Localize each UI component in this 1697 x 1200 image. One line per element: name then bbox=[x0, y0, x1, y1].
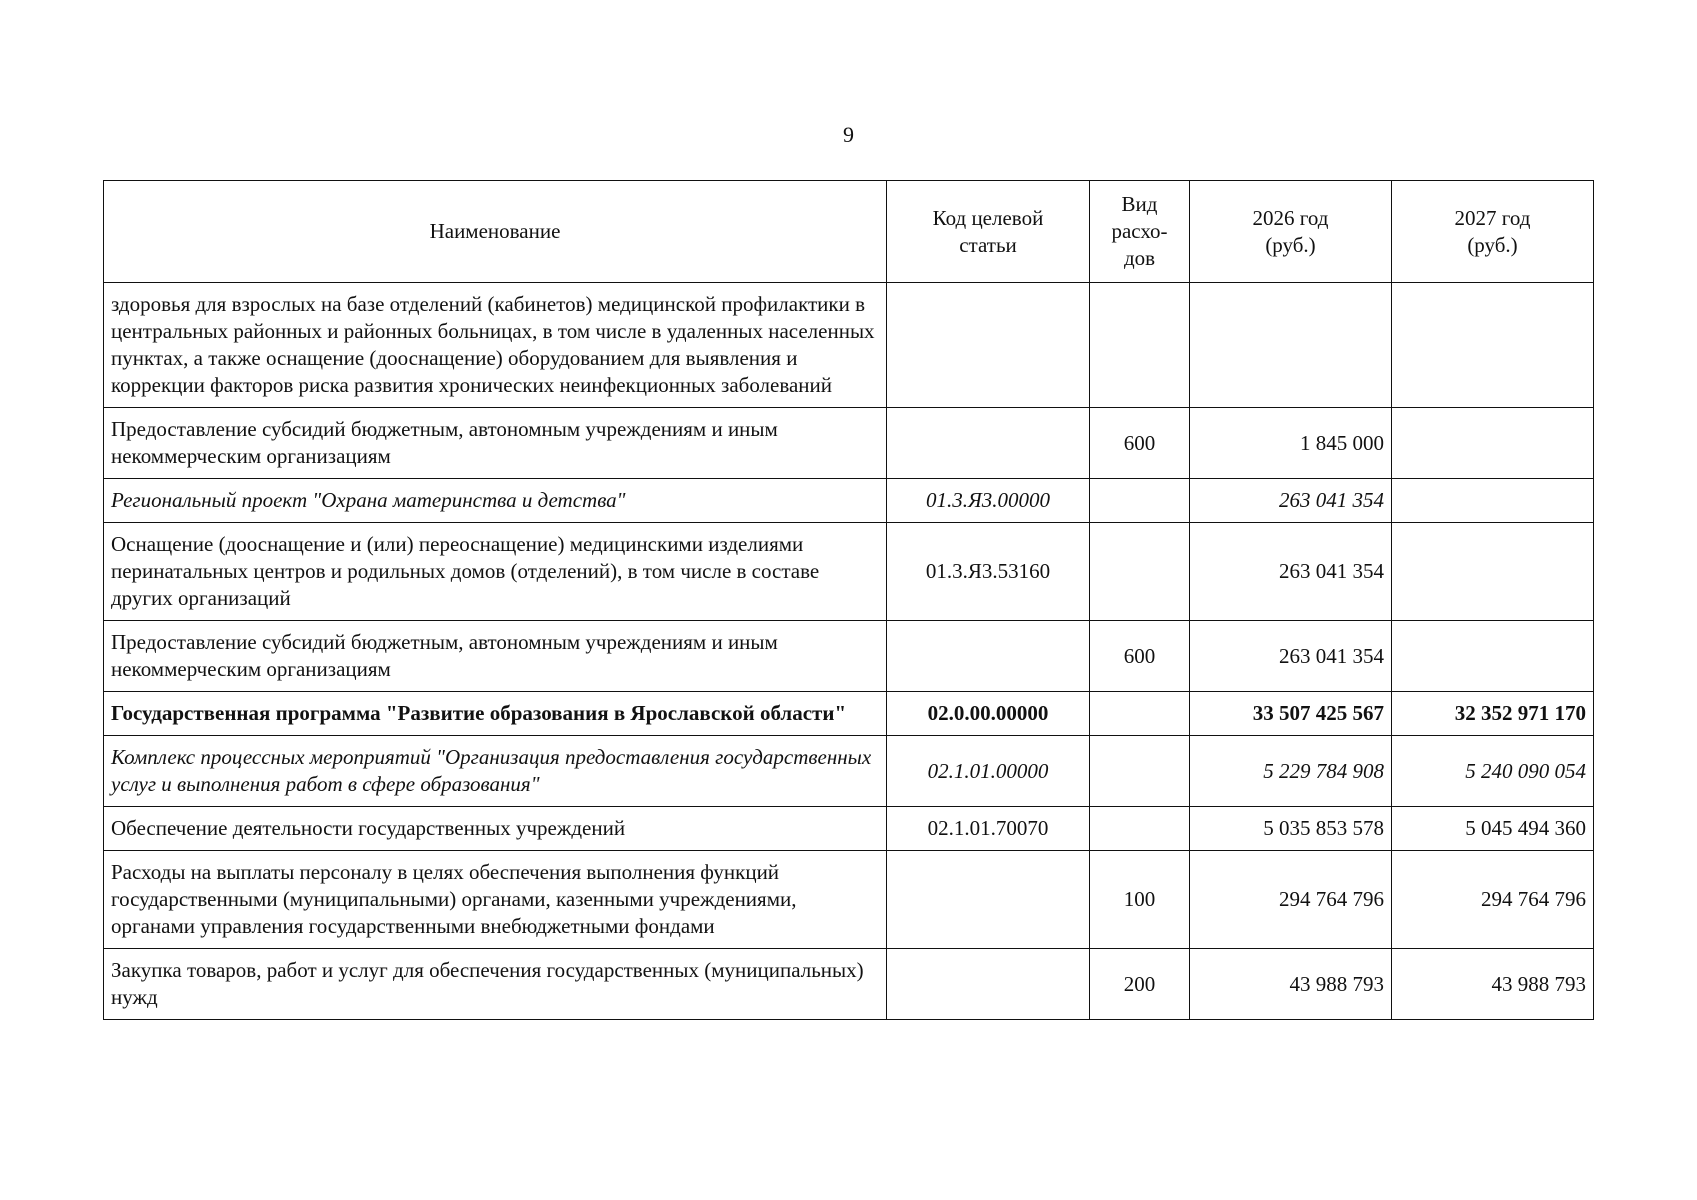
row-kind bbox=[1090, 736, 1190, 807]
row-kind: 100 bbox=[1090, 851, 1190, 949]
row-amount-2027: 5 240 090 054 bbox=[1392, 736, 1594, 807]
header-2027 bbox=[1392, 181, 1594, 283]
table-row bbox=[104, 949, 1594, 1020]
header-kind-line-1: Вид bbox=[1121, 192, 1158, 216]
row-amount-2026: 294 764 796 bbox=[1190, 851, 1392, 949]
row-amount-2027: 5 045 494 360 bbox=[1392, 807, 1594, 851]
row-amount-2026: 5 035 853 578 bbox=[1190, 807, 1392, 851]
row-kind bbox=[1090, 807, 1190, 851]
table-row bbox=[104, 851, 1594, 949]
row-amount-2027 bbox=[1392, 523, 1594, 621]
row-name: здоровья для взрослых на базе отделений (кабинетов) медицинской профилактики в центральных районных и районных больницах, в том числе в удаленных населенных пунктах, а также оснащение (дооснащение) оборудованием для выявления и коррекции факторов риска развития хронических неинфекционных заболеваний bbox=[104, 283, 887, 408]
header-code bbox=[887, 181, 1090, 283]
row-amount-2027: 32 352 971 170 bbox=[1392, 692, 1594, 736]
row-code: 02.1.01.70070 bbox=[887, 807, 1090, 851]
row-amount-2026: 1 845 000 bbox=[1190, 408, 1392, 479]
row-amount-2026: 33 507 425 567 bbox=[1190, 692, 1392, 736]
row-name: Предоставление субсидий бюджетным, автономным учреждениям и иным некоммерческим организациям bbox=[104, 408, 887, 479]
table-row bbox=[104, 479, 1594, 523]
header-code-line-1: Код целевой bbox=[932, 205, 1044, 230]
row-kind bbox=[1090, 479, 1190, 523]
row-name: Оснащение (дооснащение и (или) переоснащение) медицинскими изделиями перинатальных центров и родильных домов (отделений), в том числе в составе других организаций bbox=[104, 523, 887, 621]
row-code bbox=[887, 851, 1090, 949]
row-code bbox=[887, 283, 1090, 408]
row-name: Закупка товаров, работ и услуг для обеспечения государственных (муниципальных) нужд bbox=[104, 949, 887, 1020]
header-kind-line-3: дов bbox=[1123, 246, 1156, 270]
row-amount-2027 bbox=[1392, 408, 1594, 479]
header-2026 bbox=[1190, 181, 1392, 283]
row-name: Расходы на выплаты персоналу в целях обеспечения выполнения функций государственными (муниципальными) органами, казенными учреждениями, органами управления государственными внебюджетными фондами bbox=[104, 851, 887, 949]
header-2027-line-1: 2027 год bbox=[1454, 205, 1531, 230]
row-amount-2026: 263 041 354 bbox=[1190, 523, 1392, 621]
table-row bbox=[104, 736, 1594, 807]
row-name: Комплекс процессных мероприятий "Организация предоставления государственных услуг и выполнения работ в сфере образования" bbox=[104, 736, 887, 807]
row-name: Предоставление субсидий бюджетным, автономным учреждениям и иным некоммерческим организациям bbox=[104, 621, 887, 692]
row-amount-2026: 263 041 354 bbox=[1190, 621, 1392, 692]
table-row bbox=[104, 408, 1594, 479]
row-amount-2027 bbox=[1392, 621, 1594, 692]
header-kind-line-2: расхо- bbox=[1111, 219, 1168, 243]
row-kind: 600 bbox=[1090, 408, 1190, 479]
row-kind: 200 bbox=[1090, 949, 1190, 1020]
row-amount-2027 bbox=[1392, 283, 1594, 408]
row-amount-2027: 294 764 796 bbox=[1392, 851, 1594, 949]
row-code: 01.3.Я3.53160 bbox=[887, 523, 1090, 621]
row-name: Государственная программа "Развитие образования в Ярославской области" bbox=[104, 692, 887, 736]
header-code-line-2: статьи bbox=[959, 232, 1017, 257]
row-amount-2026: 43 988 793 bbox=[1190, 949, 1392, 1020]
budget-table bbox=[103, 180, 1594, 1020]
row-amount-2027: 43 988 793 bbox=[1392, 949, 1594, 1020]
row-code bbox=[887, 621, 1090, 692]
row-code: 01.3.Я3.00000 bbox=[887, 479, 1090, 523]
header-2026-line-1: 2026 год bbox=[1252, 205, 1329, 230]
row-kind: 600 bbox=[1090, 621, 1190, 692]
row-name: Обеспечение деятельности государственных учреждений bbox=[104, 807, 887, 851]
table-row bbox=[104, 523, 1594, 621]
row-amount-2027 bbox=[1392, 479, 1594, 523]
header-2026-line-2: (руб.) bbox=[1265, 232, 1316, 257]
row-name: Региональный проект "Охрана материнства и детства" bbox=[104, 479, 887, 523]
header-name bbox=[104, 181, 887, 283]
table-header-row bbox=[104, 181, 1594, 283]
row-code bbox=[887, 949, 1090, 1020]
table-row bbox=[104, 807, 1594, 851]
row-kind bbox=[1090, 283, 1190, 408]
table-row bbox=[104, 621, 1594, 692]
row-code: 02.0.00.00000 bbox=[887, 692, 1090, 736]
table-row bbox=[104, 692, 1594, 736]
header-name-label: Наименование bbox=[429, 219, 561, 243]
row-amount-2026 bbox=[1190, 283, 1392, 408]
row-kind bbox=[1090, 692, 1190, 736]
row-amount-2026: 5 229 784 908 bbox=[1190, 736, 1392, 807]
table-row bbox=[104, 283, 1594, 408]
header-kind bbox=[1090, 181, 1190, 283]
page-number: 9 bbox=[843, 122, 854, 147]
row-amount-2026: 263 041 354 bbox=[1190, 479, 1392, 523]
row-code bbox=[887, 408, 1090, 479]
row-kind bbox=[1090, 523, 1190, 621]
header-2027-line-2: (руб.) bbox=[1467, 232, 1518, 257]
row-code: 02.1.01.00000 bbox=[887, 736, 1090, 807]
